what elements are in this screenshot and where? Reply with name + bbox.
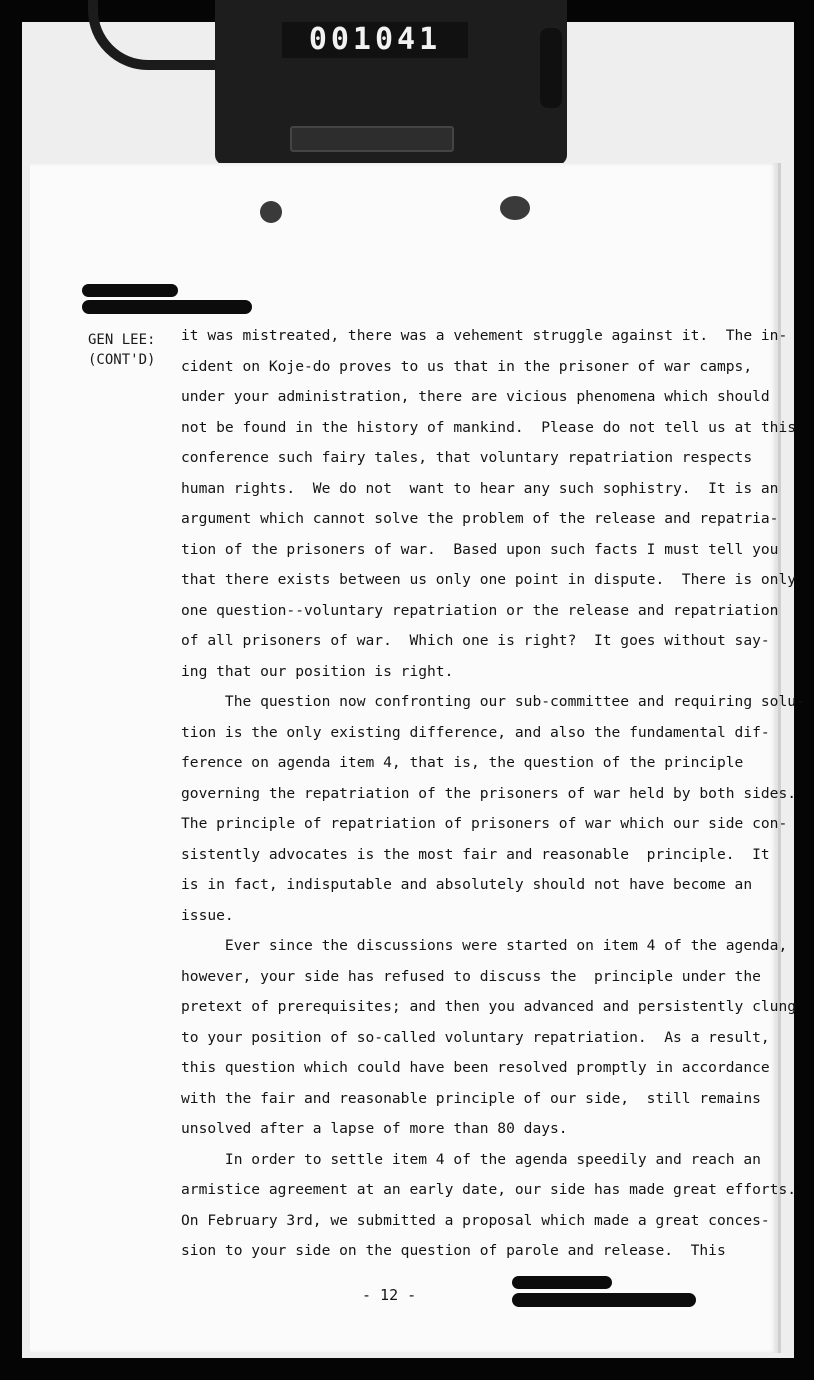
counter-knob bbox=[540, 28, 562, 108]
text-line: under your administration, there are vicious phenomena which should bbox=[181, 388, 770, 405]
text-line: governing the repatriation of the prisoners of war held by both sides. bbox=[181, 784, 797, 802]
text-line: conference such fairy tales, that voluntary repatriation respects bbox=[181, 449, 753, 466]
text-line: it was mistreated, there was a vehement struggle against it. The in- bbox=[181, 327, 788, 344]
page-number: - 12 - bbox=[362, 1286, 417, 1304]
text-line: not be found in the history of mankind. Please do not tell us at this bbox=[181, 418, 797, 436]
text-line: of all prisoners of war. Which one is right? It goes without say- bbox=[181, 632, 770, 649]
punch-hole-right bbox=[500, 196, 530, 220]
text-line: On February 3rd, we submitted a proposal which made a great conces- bbox=[181, 1211, 770, 1229]
text-line: Ever since the discussions were started on item 4 of the agenda, bbox=[181, 937, 788, 954]
punch-hole-left bbox=[260, 201, 282, 223]
text-line: issue. bbox=[181, 906, 234, 924]
redaction-bar-bottom-1 bbox=[512, 1276, 612, 1289]
text-line: is in fact, indisputable and absolutely should not have become an bbox=[181, 876, 753, 893]
frame-counter-digits: 001041 bbox=[282, 22, 468, 58]
text-line: In order to settle item 4 of the agenda speedily and reach an bbox=[181, 1150, 761, 1168]
text-line: armistice agreement at an early date, our side has made great efforts. bbox=[181, 1181, 797, 1198]
text-line: The question now confronting our sub-committee and requiring solu- bbox=[181, 693, 805, 710]
speaker-continued: (CONT'D) bbox=[88, 352, 156, 368]
counter-plate bbox=[290, 126, 454, 152]
speaker-label bbox=[88, 330, 155, 370]
text-line: The principle of repatriation of prisoners of war which our side con- bbox=[181, 815, 788, 832]
text-line: however, your side has refused to discuss the principle under the bbox=[181, 967, 761, 985]
text-line: with the fair and reasonable principle of our side, still remains bbox=[181, 1089, 761, 1107]
text-line: unsolved after a lapse of more than 80 days. bbox=[181, 1120, 568, 1137]
transcript-body bbox=[181, 321, 805, 1267]
text-line: sion to your side on the question of parole and release. This bbox=[181, 1242, 726, 1259]
text-line: tion of the prisoners of war. Based upon such facts I must tell you bbox=[181, 540, 779, 558]
text-line: to your position of so-called voluntary repatriation. As a result, bbox=[181, 1028, 770, 1046]
speaker-name: GEN LEE: bbox=[88, 332, 156, 348]
text-line: that there exists between us only one point in dispute. There is only bbox=[181, 571, 797, 588]
text-line: pretext of prerequisites; and then you advanced and persistently clung bbox=[181, 998, 797, 1015]
text-line: one question--voluntary repatriation or the release and repatriation bbox=[181, 601, 779, 619]
text-line: this question which could have been resolved promptly in accordance bbox=[181, 1059, 770, 1076]
redaction-bar-top-2 bbox=[82, 300, 252, 314]
redaction-bar-top-1 bbox=[82, 284, 178, 297]
text-line: tion is the only existing difference, and also the fundamental dif- bbox=[181, 723, 770, 741]
text-line: ference on agenda item 4, that is, the question of the principle bbox=[181, 754, 744, 771]
redaction-bar-bottom-2 bbox=[512, 1293, 696, 1307]
text-line: human rights. We do not want to hear any such sophistry. It is an bbox=[181, 479, 779, 497]
text-line: argument which cannot solve the problem of the release and repatria- bbox=[181, 510, 779, 527]
text-line: sistently advocates is the most fair and reasonable principle. It bbox=[181, 845, 770, 863]
text-line: cident on Koje-do proves to us that in the prisoner of war camps, bbox=[181, 357, 753, 375]
text-line: ing that our position is right. bbox=[181, 662, 454, 680]
